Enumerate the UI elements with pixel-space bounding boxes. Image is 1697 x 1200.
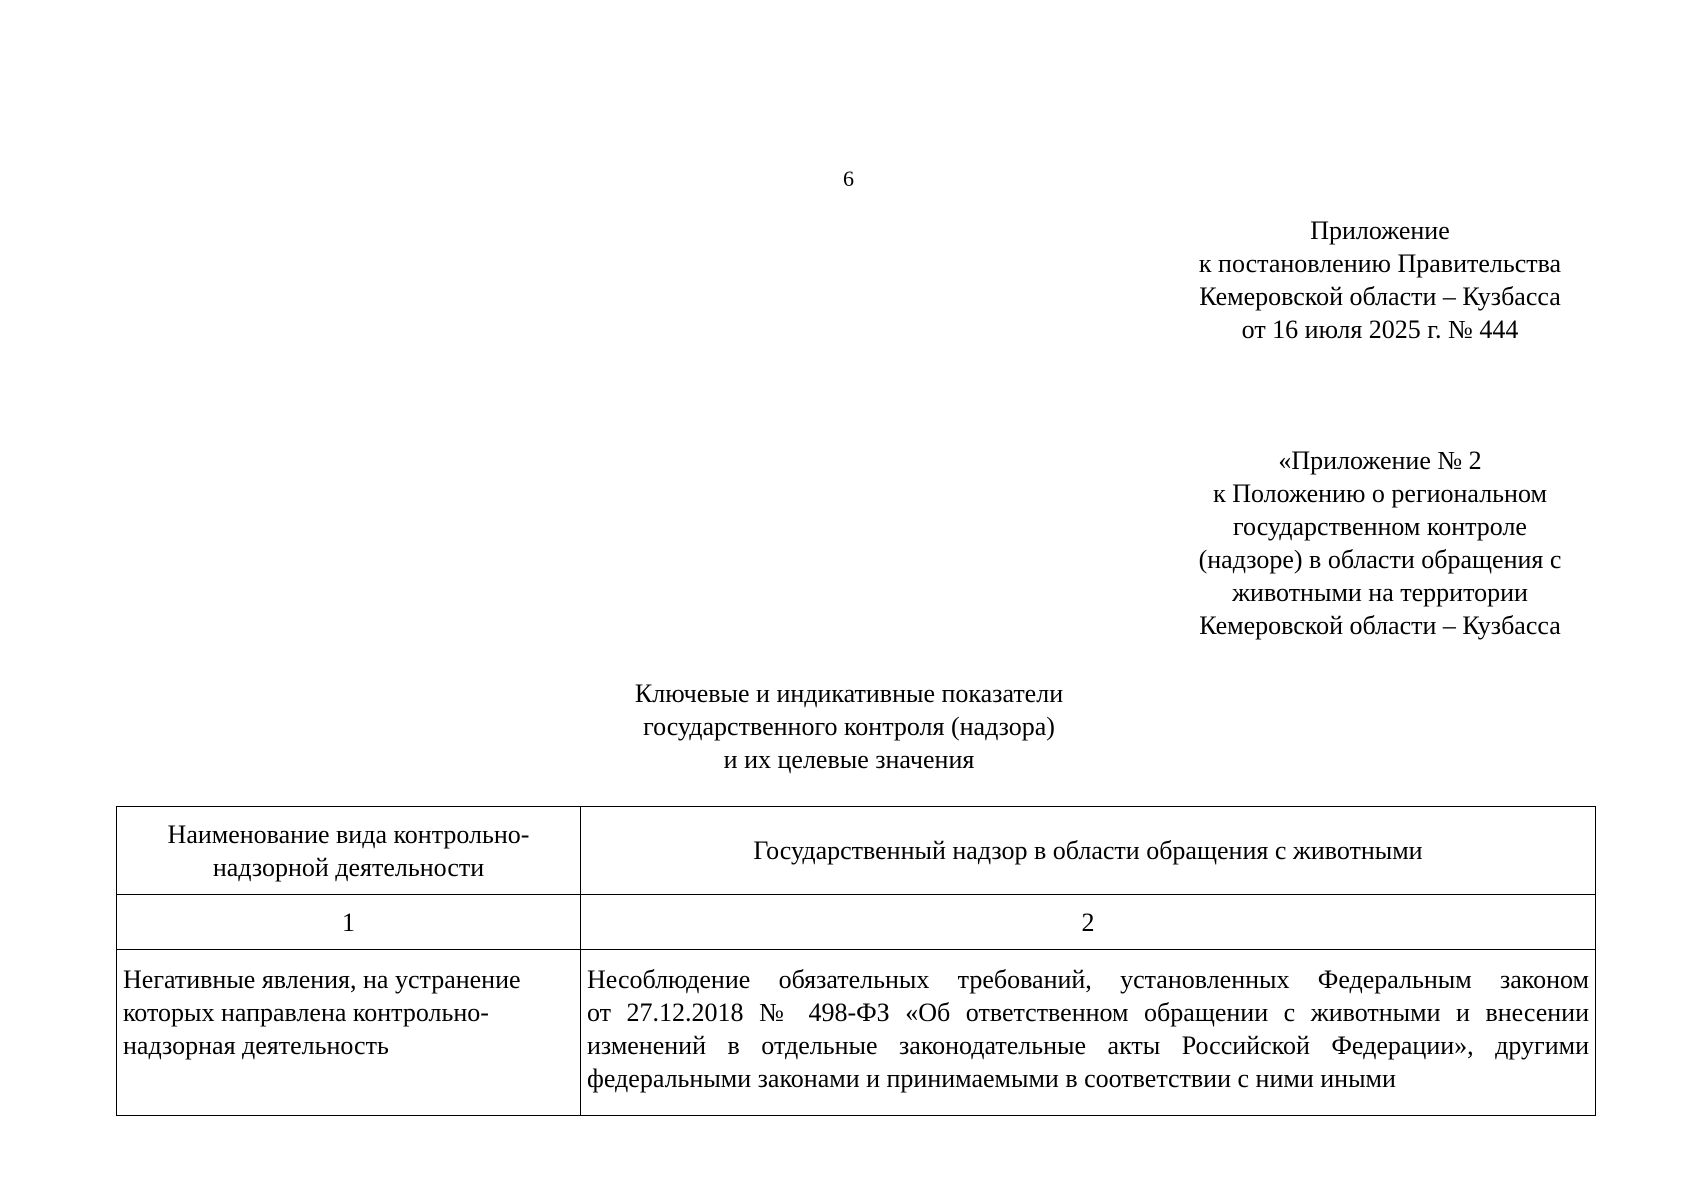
appendix-stamp-line: к Положению о региональном [1213,479,1547,508]
appendix-stamp-line: (надзоре) в области обращения с [1198,545,1562,574]
cell-line: Несоблюдение обязательных требований, установленных Федеральным законом [587,965,1589,994]
page-number: 6 [843,166,854,191]
approval-stamp-line: к постановлению Правительства [1198,249,1562,278]
approval-stamp-line: Кемеровской области – Кузбасса [1199,282,1561,311]
appendix-stamp [1120,444,1640,642]
column-number-cell: 2 [581,895,1596,950]
appendix-stamp-line: «Приложение № 2 [1278,446,1482,475]
table-row [117,950,1596,1116]
cell-line: изменений в отдельные законодательные акты Российской Федерации», другими [587,1031,1589,1060]
cell-line: которых направлена контрольно- [123,998,489,1027]
cell-line: федеральными законами и принимаемыми в соответствии с ними иными [587,1064,1396,1093]
appendix-stamp-line: Кемеровской области – Кузбасса [1199,611,1561,640]
table-column-number-row [117,895,1596,950]
cell-line: надзорная деятельность [123,1031,389,1060]
indicators-table [116,806,1596,1116]
approval-stamp-line: от 16 июля 2025 г. № 444 [1241,315,1519,344]
cell-line: от 27.12.2018 № 498-ФЗ «Об ответственном обращении с животными и внесении [587,998,1589,1027]
table-cell-indicator-value [581,950,1596,1116]
document-title-line: Ключевые и индикативные показатели [634,679,1064,708]
table-header-row [117,807,1596,895]
appendix-stamp-line: государственном контроле [1233,512,1527,541]
cell-line: Негативные явления, на устранение [123,965,521,994]
document-title-line: государственного контроля (надзора) [643,712,1055,741]
table-header-cell [117,807,581,895]
table-cell-indicator-name [117,950,581,1116]
column-number-cell: 1 [117,895,581,950]
appendix-stamp-line: животными на территории [1232,578,1528,607]
document-title-line: и их целевые значения [723,745,975,774]
header-supervision-name: Государственный надзор в области обращения с животными [753,836,1423,865]
approval-stamp [1120,214,1640,346]
approval-stamp-line: Приложение [1310,216,1450,245]
table-header-cell [581,807,1596,895]
document-title [449,677,1249,776]
header-activity-type: Наименование вида контрольно-надзорной деятельности [167,819,530,882]
